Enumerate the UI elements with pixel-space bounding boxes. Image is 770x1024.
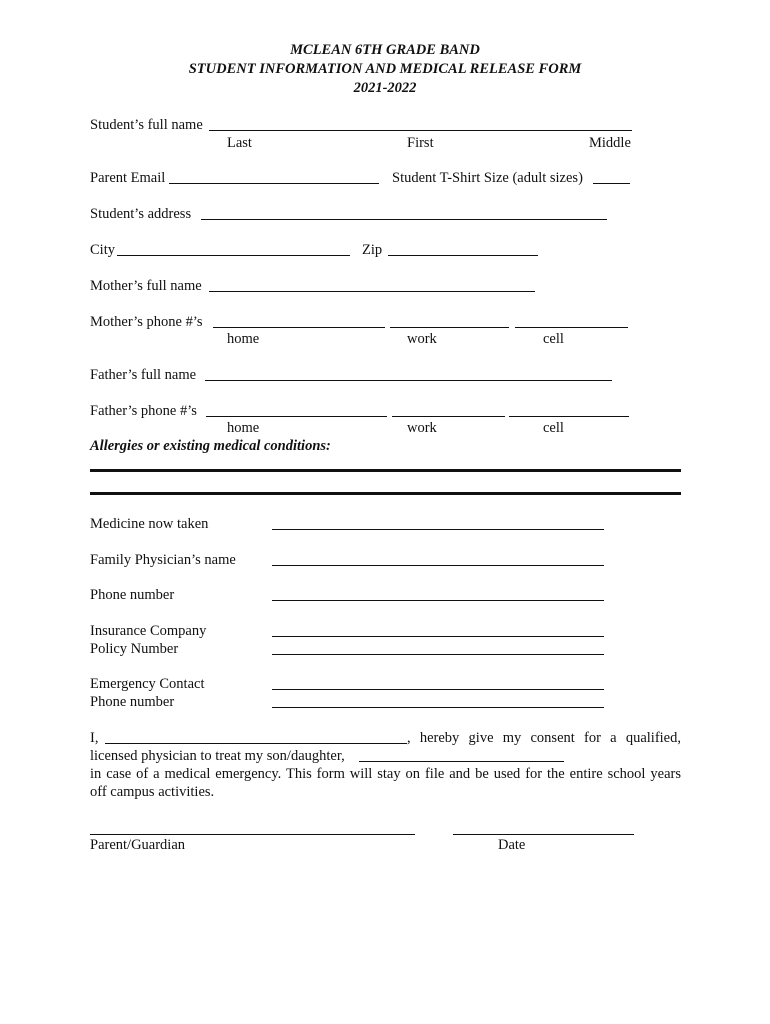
consent-child-field[interactable] <box>359 747 564 762</box>
guardian-label: Parent/Guardian <box>90 837 186 853</box>
sub-label-cell: cell <box>543 420 564 436</box>
sub-label-cell: cell <box>543 331 564 347</box>
mother-phone-label: Mother’s phone #’s <box>90 314 203 330</box>
sub-label-work: work <box>407 420 437 436</box>
consent-line-3: in case of a medical emergency. This form will stay on file and be used for the entire school years <box>90 766 681 782</box>
consent-line-4: off campus activities. <box>90 784 215 800</box>
mother-name-label: Mother’s full name <box>90 278 202 294</box>
address-label: Student’s address <box>90 206 192 222</box>
medicine-field[interactable] <box>272 515 604 530</box>
physician-phone-field[interactable] <box>272 586 604 601</box>
form-year: 2021-2022 <box>353 80 417 96</box>
consent-name-field[interactable] <box>105 729 407 744</box>
address-field[interactable] <box>201 205 607 220</box>
father-phone-cell-field[interactable] <box>509 402 629 417</box>
allergies-label: Allergies or existing medical conditions: <box>90 438 331 454</box>
zip-label: Zip <box>362 242 383 258</box>
date-field[interactable] <box>453 820 634 835</box>
form-title: MCLEAN 6TH GRADE BAND <box>290 42 480 58</box>
guardian-signature-field[interactable] <box>90 820 415 835</box>
date-label: Date <box>498 837 526 853</box>
consent-line-1: , hereby give my consent for a qualified, <box>407 730 681 746</box>
insurance-field[interactable] <box>272 622 604 637</box>
sub-label-work: work <box>407 331 437 347</box>
tshirt-size-field[interactable] <box>593 169 630 184</box>
emergency-phone-field[interactable] <box>272 693 604 708</box>
father-name-field[interactable] <box>205 366 612 381</box>
father-phone-label: Father’s phone #’s <box>90 403 197 419</box>
allergies-line-2[interactable] <box>90 492 681 495</box>
zip-field[interactable] <box>388 241 538 256</box>
physician-label: Family Physician’s name <box>90 552 236 568</box>
form-subtitle: STUDENT INFORMATION AND MEDICAL RELEASE FORM <box>188 61 582 77</box>
physician-field[interactable] <box>272 551 604 566</box>
medicine-label: Medicine now taken <box>90 516 209 532</box>
allergies-line-1[interactable] <box>90 469 681 472</box>
insurance-label: Insurance Company <box>90 623 207 639</box>
city-field[interactable] <box>117 241 350 256</box>
physician-phone-label: Phone number <box>90 587 175 603</box>
sub-label-home: home <box>227 331 260 347</box>
emergency-phone-label: Phone number <box>90 694 175 710</box>
father-phone-work-field[interactable] <box>392 402 505 417</box>
mother-phone-home-field[interactable] <box>213 313 385 328</box>
father-phone-home-field[interactable] <box>206 402 387 417</box>
sub-label-middle: Middle <box>589 135 631 151</box>
parent-email-field[interactable] <box>169 169 379 184</box>
consent-line-2: licensed physician to treat my son/daughter, <box>90 748 345 764</box>
mother-phone-cell-field[interactable] <box>515 313 628 328</box>
city-label: City <box>90 242 115 258</box>
policy-field[interactable] <box>272 640 604 655</box>
father-name-label: Father’s full name <box>90 367 197 383</box>
student-name-field[interactable] <box>209 116 632 131</box>
sub-label-first: First <box>407 135 434 151</box>
sub-label-last: Last <box>227 135 252 151</box>
mother-phone-work-field[interactable] <box>390 313 509 328</box>
mother-name-field[interactable] <box>209 277 535 292</box>
student-name-label: Student’s full name <box>90 117 203 133</box>
policy-label: Policy Number <box>90 641 179 657</box>
sub-label-home: home <box>227 420 260 436</box>
emergency-contact-label: Emergency Contact <box>90 676 205 692</box>
tshirt-size-label: Student T-Shirt Size (adult sizes) <box>392 170 583 186</box>
emergency-contact-field[interactable] <box>272 675 604 690</box>
parent-email-label: Parent Email <box>90 170 166 186</box>
consent-i: I, <box>90 730 99 746</box>
